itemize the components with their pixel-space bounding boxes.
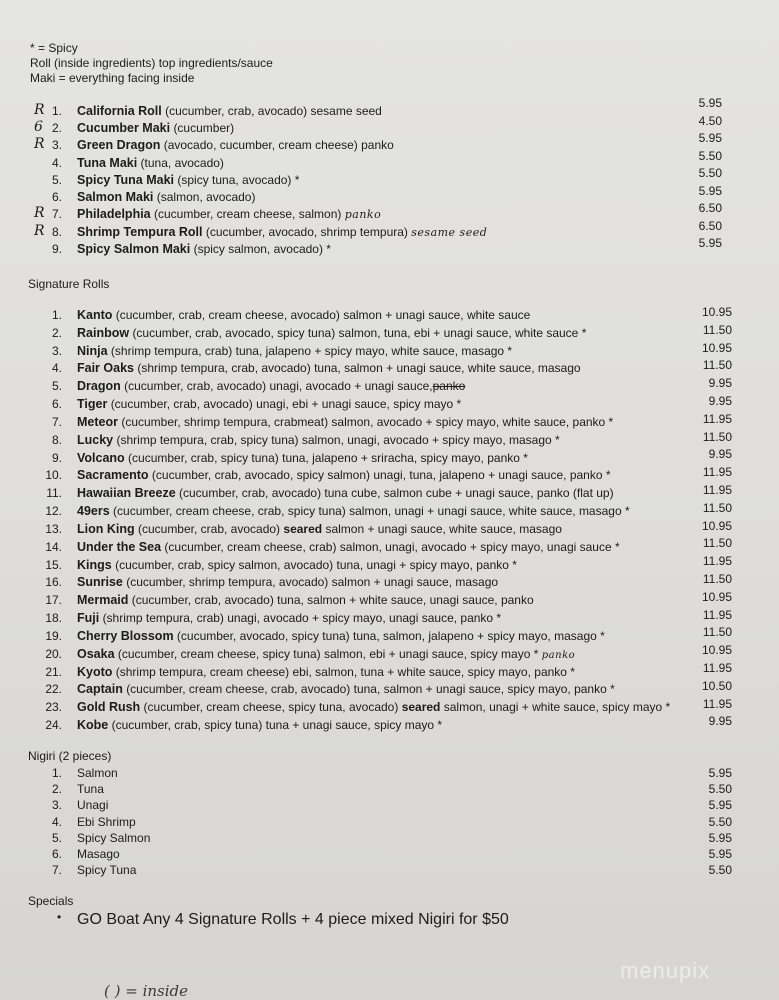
item-price: 5.95 (708, 847, 732, 861)
item-description (77, 647, 575, 661)
item-price: 11.50 (702, 625, 732, 639)
nigiri-row (0, 798, 779, 815)
item-number: 16. (45, 575, 62, 589)
item-description (77, 682, 615, 696)
item-description (77, 718, 442, 732)
item-toppings: salmon, unagi + white sauce, spicy mayo * (443, 700, 671, 714)
item-name: Captain (77, 682, 123, 696)
item-ingredients: (tuna, avocado) (140, 156, 224, 170)
item-price: 5.95 (708, 798, 732, 812)
item-ingredients: (cucumber, crab, avocado) (137, 522, 281, 536)
item-name: Green Dragon (77, 138, 161, 152)
legend-spicy: * = Spicy (30, 41, 78, 55)
signature-row (0, 397, 779, 414)
item-price: 6.50 (698, 201, 722, 215)
roll-row (0, 138, 779, 155)
item-number: 11. (46, 486, 62, 500)
item-price: 10.95 (701, 590, 732, 604)
signature-row (0, 451, 779, 468)
item-ingredients: (cucumber, cream cheese, spicy tuna, avocado) (143, 700, 399, 714)
item-number: 22. (45, 682, 62, 696)
signature-row (0, 700, 779, 717)
signature-row (0, 540, 779, 557)
handwritten-mark: R (34, 102, 45, 118)
item-name: Kings (77, 558, 112, 572)
item-price: 10.95 (701, 643, 732, 657)
item-emphasis: seared (401, 700, 441, 714)
nigiri-row (0, 863, 779, 880)
item-number: 1. (51, 308, 62, 322)
handwritten-note: ( ) = inside (104, 982, 189, 1000)
handwritten-mark: R (34, 205, 45, 221)
item-price: 11.95 (702, 465, 732, 479)
signature-row (0, 468, 779, 485)
item-name: Mermaid (77, 593, 129, 607)
item-price: 11.50 (702, 572, 732, 586)
signature-row (0, 593, 779, 610)
item-ingredients: (cucumber, cream cheese, crab) salmon, unagi, avocado + spicy mayo, unagi sauce * (164, 540, 620, 554)
signature-row (0, 718, 779, 735)
item-description (77, 397, 461, 411)
legend-maki: Maki = everything facing inside (30, 71, 195, 85)
item-name: Unagi (77, 798, 109, 812)
item-number: 20. (45, 647, 62, 661)
item-number: 17. (45, 593, 62, 607)
item-number: 13. (45, 522, 62, 536)
item-price: 10.95 (701, 519, 732, 533)
signature-row (0, 647, 779, 664)
item-price: 5.95 (698, 184, 722, 198)
item-number: 10. (45, 468, 62, 482)
item-description (77, 611, 501, 625)
item-description (77, 190, 255, 204)
item-ingredients: (cucumber, crab, avocado, spicy tuna) salmon, tuna, ebi + unagi sauce, white sauce * (132, 326, 587, 340)
item-description (77, 665, 575, 679)
item-number: 3. (51, 798, 62, 812)
item-description (77, 629, 605, 643)
item-number: 19. (45, 629, 62, 643)
roll-row (0, 156, 779, 173)
item-ingredients: (cucumber, avocado, spicy tuna) tuna, salmon, jalapeno + spicy mayo, masago * (176, 629, 605, 643)
signature-row (0, 575, 779, 592)
item-description (77, 486, 614, 500)
item-name: Dragon (77, 379, 121, 393)
item-number: 15. (45, 558, 62, 572)
item-price: 11.50 (702, 358, 732, 372)
item-description (77, 121, 234, 135)
signature-row (0, 344, 779, 361)
item-price: 11.50 (702, 430, 732, 444)
item-description (77, 225, 487, 239)
item-price: 9.95 (708, 447, 732, 461)
signature-row (0, 361, 779, 378)
item-description (77, 326, 586, 340)
handwritten-note: panko (344, 208, 382, 221)
item-number: 12. (45, 504, 62, 518)
item-description (77, 156, 224, 170)
item-number: 21. (45, 665, 62, 679)
item-number: 2. (51, 782, 62, 796)
signature-row (0, 629, 779, 646)
item-description (77, 138, 394, 152)
nigiri-row (0, 782, 779, 799)
item-name: Hawaiian Breeze (77, 486, 176, 500)
nigiri-heading: Nigiri (2 pieces) (28, 749, 112, 763)
item-description (77, 593, 534, 607)
item-name: Philadelphia (77, 207, 151, 221)
item-price: 10.95 (701, 305, 732, 319)
item-price: 5.95 (698, 236, 722, 250)
item-price: 9.95 (708, 376, 732, 390)
item-name: Salmon Maki (77, 190, 154, 204)
item-number: 8. (51, 433, 62, 447)
item-ingredients: (salmon, avocado) (156, 190, 256, 204)
item-description (77, 379, 465, 393)
item-price: 5.50 (708, 863, 732, 877)
item-name: Fuji (77, 611, 100, 625)
signature-row (0, 486, 779, 503)
item-number: 5. (51, 173, 62, 187)
item-ingredients: (cucumber, crab, avocado) tuna cube, salmon cube + unagi sauce, panko (flat up) (179, 486, 614, 500)
item-number: 5. (51, 831, 62, 845)
item-ingredients: (cucumber) (173, 121, 235, 135)
item-name: Salmon (77, 766, 118, 780)
watermark-logo: menupix (620, 958, 711, 983)
item-ingredients: (cucumber, crab, spicy salmon, avocado) tuna, unagi + spicy mayo, panko * (115, 558, 517, 572)
item-price: 5.95 (698, 96, 722, 110)
item-ingredients: (shrimp tempura, crab) unagi, avocado + spicy mayo, unagi sauce, panko * (102, 611, 502, 625)
item-ingredients: (cucumber, avocado, shrimp tempura) (205, 225, 408, 239)
item-number: 24. (45, 718, 62, 732)
roll-row (0, 173, 779, 190)
item-name: Ninja (77, 344, 108, 358)
item-ingredients: (cucumber, shrimp tempura, crabmeat) salmon, avocado + spicy mayo, white sauce, panko * (121, 415, 614, 429)
item-description (77, 415, 613, 429)
item-description (77, 504, 630, 518)
signature-row (0, 433, 779, 450)
item-number: 1. (51, 104, 62, 118)
item-number: 6. (51, 847, 62, 861)
handwritten-mark: 6 (34, 119, 43, 135)
item-number: 18. (45, 611, 62, 625)
item-name: Shrimp Tempura Roll (77, 225, 203, 239)
item-ingredients: (cucumber, crab, cream cheese, avocado) salmon + unagi sauce, white sauce (115, 308, 531, 322)
item-price: 5.50 (708, 782, 732, 796)
item-number: 6. (51, 397, 62, 411)
item-name: Spicy Tuna (77, 863, 137, 877)
item-ingredients: (cucumber, crab, avocado) unagi, avocado + unagi sauce, (124, 379, 433, 393)
roll-row (0, 242, 779, 259)
item-description (77, 522, 562, 536)
item-number: 3. (51, 138, 62, 152)
item-name: Cherry Blossom (77, 629, 174, 643)
item-price: 9.95 (708, 714, 732, 728)
signature-row (0, 326, 779, 343)
item-ingredients: (cucumber, cream cheese, crab, spicy tuna) salmon, unagi + unagi sauce, white sauce, masago * (113, 504, 630, 518)
item-name: California Roll (77, 104, 162, 118)
signature-rolls-heading: Signature Rolls (28, 277, 110, 291)
item-name: Volcano (77, 451, 125, 465)
item-ingredients: (cucumber, cream cheese, crab, avocado) tuna, salmon + unagi sauce, spicy mayo, panko * (126, 682, 615, 696)
item-price: 9.95 (708, 394, 732, 408)
handwritten-note: panko (541, 650, 576, 661)
item-name: Spicy Salmon Maki (77, 242, 191, 256)
item-price: 10.50 (701, 679, 732, 693)
item-price: 5.95 (708, 831, 732, 845)
item-name: Lucky (77, 433, 114, 447)
item-name: Kobe (77, 718, 109, 732)
item-number: 1. (51, 766, 62, 780)
item-number: 7. (51, 415, 62, 429)
item-ingredients: (avocado, cucumber, cream cheese) panko (163, 138, 394, 152)
signature-row (0, 522, 779, 539)
item-price: 11.50 (702, 536, 732, 550)
roll-row (0, 190, 779, 207)
item-number: 4. (51, 156, 62, 170)
item-number: 4. (51, 361, 62, 375)
signature-row (0, 379, 779, 396)
item-price: 5.50 (708, 815, 732, 829)
legend-roll-format: Roll (inside ingredients) top ingredients/sauce (30, 56, 273, 70)
item-description (77, 308, 530, 322)
item-name: Sunrise (77, 575, 123, 589)
item-name: Sacramento (77, 468, 149, 482)
item-ingredients: (shrimp tempura, crab, spicy tuna) salmon, unagi, avocado + spicy mayo, masago * (116, 433, 560, 447)
specials-item: GO Boat Any 4 Signature Rolls + 4 piece mixed Nigiri for $50 (77, 911, 509, 928)
item-name: Fair Oaks (77, 361, 134, 375)
item-name: Osaka (77, 647, 115, 661)
signature-row (0, 611, 779, 628)
signature-row (0, 682, 779, 699)
item-description (77, 104, 382, 118)
handwritten-note: sesame seed (411, 226, 488, 239)
item-ingredients: (cucumber, cream cheese, salmon) (153, 207, 342, 221)
signature-row (0, 308, 779, 325)
item-name: Lion King (77, 522, 135, 536)
specials-bullet: • (57, 910, 62, 924)
item-price: 11.50 (702, 501, 732, 515)
item-ingredients: (cucumber, crab, avocado) unagi, ebi + unagi sauce, spicy mayo * (110, 397, 462, 411)
item-name: 49ers (77, 504, 110, 518)
item-price: 11.95 (702, 608, 732, 622)
item-name: Tuna Maki (77, 156, 138, 170)
item-price: 11.95 (702, 697, 732, 711)
roll-row (0, 225, 779, 242)
signature-row (0, 415, 779, 432)
item-ingredients: (cucumber, shrimp tempura, avocado) salmon + unagi sauce, masago (126, 575, 499, 589)
item-price: 11.95 (702, 483, 732, 497)
item-description (77, 700, 670, 714)
item-number: 23. (45, 700, 62, 714)
item-price: 5.95 (698, 131, 722, 145)
item-ingredients: (cucumber, crab, avocado, spicy salmon) unagi, tuna, jalapeno + unagi sauce, panko * (151, 468, 611, 482)
item-price: 4.50 (698, 114, 722, 128)
item-price: 11.95 (702, 554, 732, 568)
item-description (77, 433, 560, 447)
roll-row (0, 104, 779, 121)
item-name: Ebi Shrimp (77, 815, 136, 829)
signature-row (0, 665, 779, 682)
item-ingredients: (cucumber, crab, spicy tuna) tuna + unagi sauce, spicy mayo * (111, 718, 443, 732)
item-price: 6.50 (698, 219, 722, 233)
item-price: 11.50 (702, 323, 732, 337)
item-description (77, 242, 331, 256)
legend (30, 41, 273, 86)
item-number: 14. (45, 540, 62, 554)
item-number: 6. (51, 190, 62, 204)
item-number: 7. (51, 863, 62, 877)
item-description (77, 344, 512, 358)
struck-out-text: panko (432, 379, 466, 393)
specials-heading: Specials (28, 894, 74, 908)
signature-row (0, 504, 779, 521)
item-description (77, 540, 620, 554)
item-ingredients: (cucumber, crab, avocado) tuna, salmon + white sauce, unagi sauce, panko (131, 593, 534, 607)
item-number: 3. (51, 344, 62, 358)
item-ingredients: (shrimp tempura, crab) tuna, jalapeno + spicy mayo, white sauce, masago * (110, 344, 513, 358)
item-number: 8. (51, 225, 62, 239)
item-description (77, 361, 581, 375)
item-description (77, 558, 517, 572)
item-toppings: salmon + unagi sauce, white sauce, masago (325, 522, 562, 536)
roll-row (0, 207, 779, 224)
item-ingredients: (cucumber, cream cheese, spicy tuna) salmon, ebi + unagi sauce, spicy mayo * (117, 647, 539, 661)
handwritten-mark: R (34, 223, 45, 239)
nigiri-row (0, 815, 779, 832)
item-number: 5. (51, 379, 62, 393)
item-description (77, 173, 299, 187)
roll-row (0, 121, 779, 138)
item-price: 11.95 (702, 412, 732, 426)
item-emphasis: seared (283, 522, 323, 536)
item-name: Masago (77, 847, 120, 861)
item-name: Gold Rush (77, 700, 141, 714)
signature-row (0, 558, 779, 575)
item-ingredients: (shrimp tempura, crab, avocado) tuna, salmon + unagi sauce, white sauce, masago (137, 361, 581, 375)
item-name: Under the Sea (77, 540, 162, 554)
item-description (77, 207, 381, 221)
item-price: 5.50 (698, 149, 722, 163)
item-description (77, 468, 611, 482)
item-number: 9. (51, 451, 62, 465)
handwritten-mark: R (34, 136, 45, 152)
item-ingredients: (cucumber, crab, spicy tuna) tuna, jalapeno + sriracha, spicy mayo, panko * (128, 451, 528, 465)
item-ingredients: (cucumber, crab, avocado) sesame seed (165, 104, 382, 118)
item-name: Tuna (77, 782, 104, 796)
item-name: Spicy Tuna Maki (77, 173, 175, 187)
nigiri-row (0, 831, 779, 848)
item-name: Rainbow (77, 326, 130, 340)
item-description (77, 451, 528, 465)
nigiri-row (0, 847, 779, 864)
item-name: Tiger (77, 397, 108, 411)
item-ingredients: (spicy salmon, avocado) * (193, 242, 331, 256)
item-price: 5.95 (708, 766, 732, 780)
item-price: 10.95 (701, 341, 732, 355)
item-number: 4. (51, 815, 62, 829)
item-ingredients: (shrimp tempura, cream cheese) ebi, salmon, tuna + white sauce, spicy mayo, panko * (115, 665, 575, 679)
item-price: 5.50 (698, 166, 722, 180)
item-number: 2. (51, 326, 62, 340)
nigiri-row (0, 766, 779, 783)
item-name: Meteor (77, 415, 118, 429)
item-number: 9. (51, 242, 62, 256)
item-ingredients: (spicy tuna, avocado) * (177, 173, 300, 187)
item-description (77, 575, 498, 589)
item-name: Kyoto (77, 665, 113, 679)
item-price: 11.95 (702, 661, 732, 675)
item-name: Kanto (77, 308, 113, 322)
item-name: Spicy Salmon (77, 831, 151, 845)
item-number: 2. (51, 121, 62, 135)
item-name: Cucumber Maki (77, 121, 171, 135)
item-number: 7. (51, 207, 62, 221)
